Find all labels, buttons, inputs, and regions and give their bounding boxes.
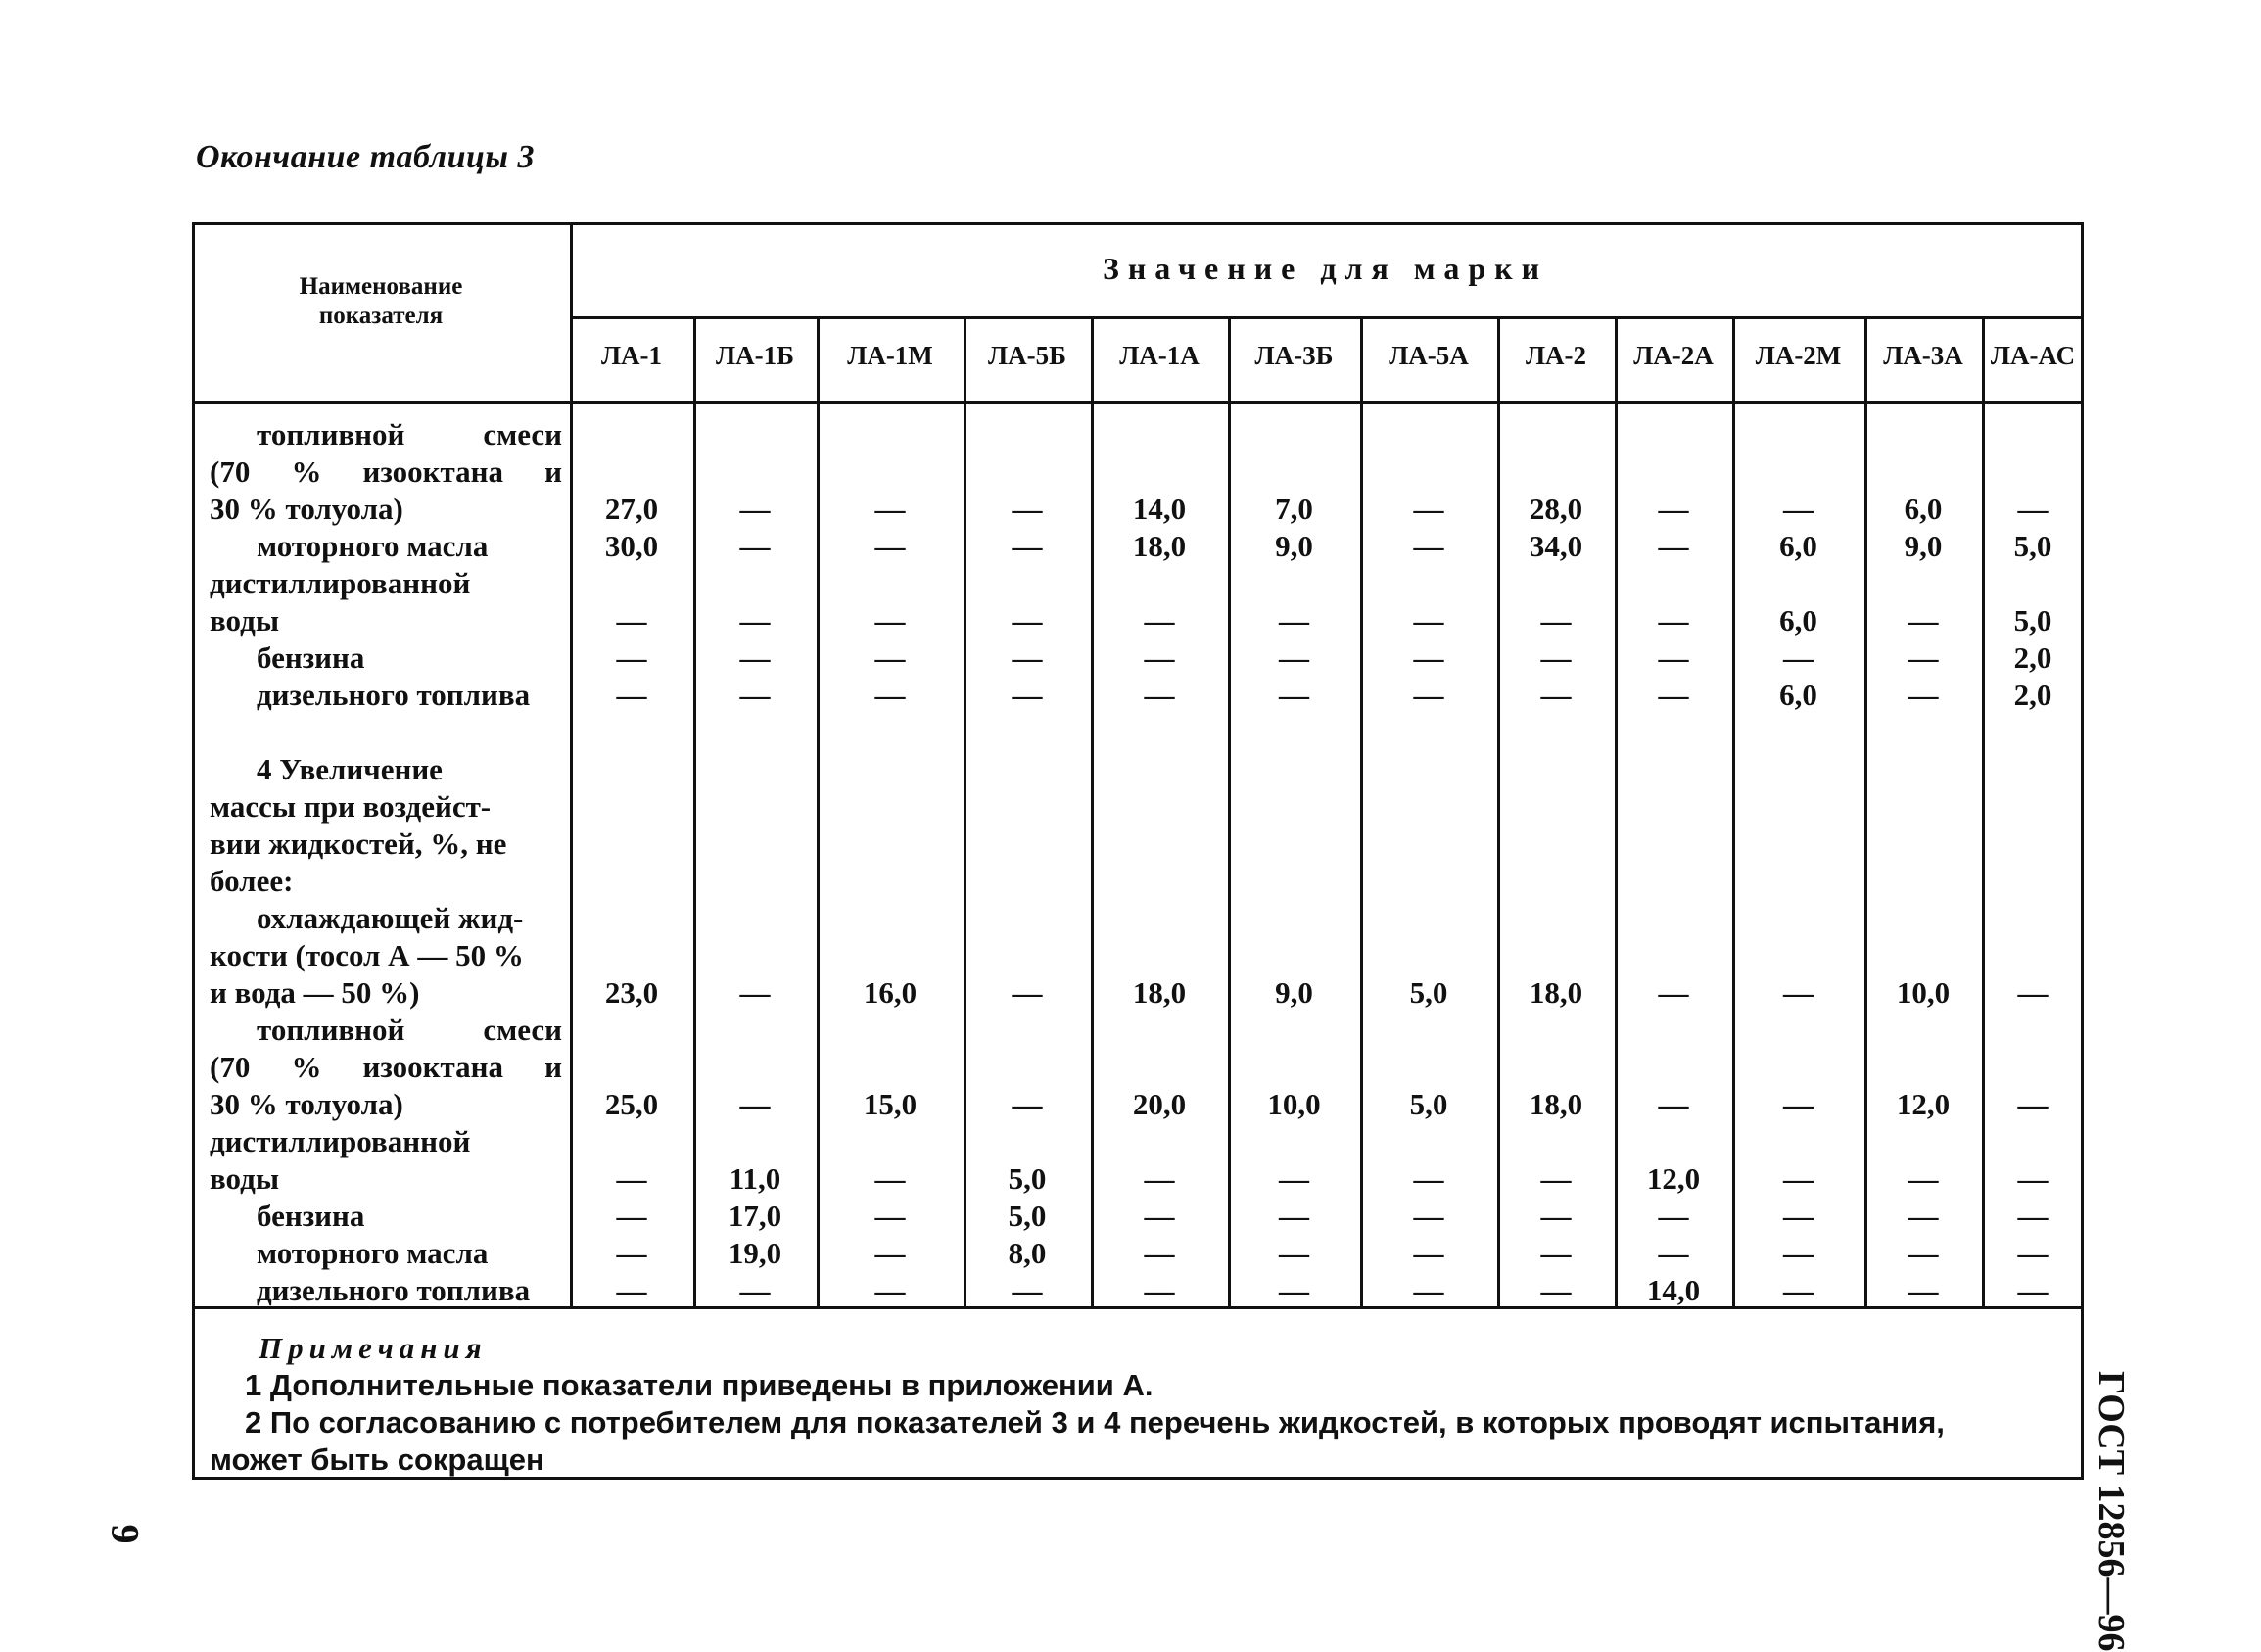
table-cell: — <box>2017 492 2049 526</box>
table-cell: 15,0 <box>863 1087 918 1121</box>
row-label-word: изооктана <box>362 454 504 489</box>
row-label-line: более: <box>210 864 294 898</box>
table-cell: — <box>616 1161 647 1196</box>
column-rule <box>570 222 573 1306</box>
table-cell: — <box>1540 1273 1572 1307</box>
column-header: ЛА-1 <box>600 341 663 370</box>
table-cell: — <box>1413 492 1444 526</box>
row-label-line: воды <box>210 603 280 637</box>
table-cell: 8,0 <box>1008 1236 1047 1270</box>
table-cell: — <box>1144 1236 1175 1270</box>
row-label <box>210 1123 562 1198</box>
row-label-line: кости (тосол А — 50 % <box>210 938 524 972</box>
table-cell: — <box>2017 1087 2049 1121</box>
table-cell: — <box>2017 1273 2049 1307</box>
table-cell: 34,0 <box>1529 529 1583 563</box>
table-cell: 27,0 <box>604 492 659 526</box>
table-cell: — <box>616 640 647 675</box>
table-cell: 10,0 <box>1896 975 1951 1010</box>
table-cell: 12,0 <box>1646 1161 1701 1196</box>
row-label <box>210 1235 562 1272</box>
row-label <box>210 565 562 639</box>
table-cell: — <box>1908 603 1939 637</box>
table-cell: — <box>1908 678 1939 712</box>
table-cell: — <box>1658 1199 1689 1233</box>
column-rule <box>693 316 696 1306</box>
table-cell: — <box>1658 640 1689 675</box>
table-cell: 5,0 <box>1409 975 1448 1010</box>
table-cell: — <box>1279 1161 1309 1196</box>
table-cell: — <box>2017 1236 2049 1270</box>
table-cell: 16,0 <box>863 975 918 1010</box>
table-cell: — <box>1413 603 1444 637</box>
table-cell: — <box>739 640 771 675</box>
row-label-line: дистиллированной <box>210 566 471 600</box>
table-caption: Окончание таблицы 3 <box>196 139 536 175</box>
table-cell: — <box>616 678 647 712</box>
page-number: 9 <box>103 1524 148 1544</box>
row-label-word: и <box>544 454 562 489</box>
column-header: ЛА-АС <box>1990 341 2076 370</box>
row-label <box>210 416 562 528</box>
table-cell: — <box>616 1199 647 1233</box>
column-rule <box>1864 316 1867 1306</box>
table-cell: — <box>1413 1236 1444 1270</box>
table-cell: — <box>1413 529 1444 563</box>
table-cell: — <box>739 975 771 1010</box>
table-cell: — <box>874 678 906 712</box>
row-label-line: дизельного топлива <box>257 678 531 712</box>
table-cell: — <box>1658 1087 1689 1121</box>
row-label-line: моторного масла <box>257 529 489 563</box>
row-label <box>210 1272 562 1309</box>
column-rule <box>1497 316 1500 1306</box>
table-cell: — <box>1012 640 1043 675</box>
row-label <box>210 639 562 677</box>
table-cell: 12,0 <box>1896 1087 1951 1121</box>
table-cell: — <box>1783 1161 1814 1196</box>
table-cell: — <box>2017 975 2049 1010</box>
table-cell: — <box>1540 1199 1572 1233</box>
table-cell: 18,0 <box>1529 975 1583 1010</box>
row-label-line: воды <box>210 1161 280 1196</box>
column-header: ЛА-1Б <box>716 341 794 370</box>
column-header: ЛА-2М <box>1755 341 1842 370</box>
row-label-word: топливной <box>257 417 405 451</box>
table-cell: — <box>1908 1199 1939 1233</box>
table-cell: 6,0 <box>1904 492 1943 526</box>
table-cell: — <box>739 678 771 712</box>
note-1: 1 Дополнительные показатели приведены в приложении А. <box>245 1368 1154 1402</box>
note-2-line2: может быть сокращен <box>210 1442 544 1477</box>
table-cell: — <box>874 1199 906 1233</box>
row-label <box>210 751 562 900</box>
table-cell: — <box>1540 603 1572 637</box>
table-cell: — <box>1144 678 1175 712</box>
table-cell: — <box>1908 1161 1939 1196</box>
table-cell: — <box>1783 1087 1814 1121</box>
table-cell: — <box>1413 678 1444 712</box>
table-cell: — <box>1540 678 1572 712</box>
header-bottom-rule <box>192 401 2084 404</box>
column-header: ЛА-1А <box>1119 341 1200 370</box>
table-cell: 11,0 <box>729 1161 781 1196</box>
table-cell: — <box>2017 1199 2049 1233</box>
table-cell: — <box>1413 1273 1444 1307</box>
column-header: ЛА-3А <box>1883 341 1963 370</box>
row-label-line: и вода — 50 %) <box>210 975 420 1010</box>
row-label-line <box>210 1012 562 1049</box>
header-group-title: Значение для марки <box>1102 251 1549 286</box>
table-cell: — <box>874 640 906 675</box>
table-cell: — <box>1413 1199 1444 1233</box>
table-cell: 18,0 <box>1132 975 1187 1010</box>
column-rule <box>1732 316 1735 1306</box>
note-2-line1: 2 По согласованию с потребителем для показателей 3 и 4 перечень жидкостей, в которых проводят испытания, <box>245 1405 1945 1440</box>
table-cell: 9,0 <box>1275 975 1313 1010</box>
table-cell: — <box>1908 1273 1939 1307</box>
row-label-line: бензина <box>257 640 365 675</box>
table-cell: 30,0 <box>604 529 659 563</box>
table-cell: — <box>1012 1273 1043 1307</box>
table-cell: 5,0 <box>2013 603 2052 637</box>
row-label <box>210 1198 562 1235</box>
table-cell: — <box>1658 1236 1689 1270</box>
table-cell: 5,0 <box>2013 529 2052 563</box>
table-cell: — <box>1658 492 1689 526</box>
table-cell: — <box>874 1236 906 1270</box>
table-cell: — <box>1012 975 1043 1010</box>
row-label-line: 4 Увеличение <box>257 752 443 786</box>
table-cell: — <box>1783 1273 1814 1307</box>
table-cell: — <box>1144 1273 1175 1307</box>
table-cell: — <box>1012 603 1043 637</box>
table-cell: 20,0 <box>1132 1087 1187 1121</box>
column-rule <box>1360 316 1363 1306</box>
table-cell: 23,0 <box>604 975 659 1010</box>
table-cell: — <box>1413 1161 1444 1196</box>
table-cell: — <box>1279 603 1309 637</box>
table-cell: — <box>2017 1161 2049 1196</box>
table-cell: — <box>616 1236 647 1270</box>
table-cell: — <box>1783 975 1814 1010</box>
header-indicator-name <box>195 272 567 331</box>
column-rule <box>964 316 966 1306</box>
row-label-line: 30 % толуола) <box>210 1087 403 1121</box>
column-header: ЛА-3Б <box>1254 341 1334 370</box>
standard-code: ГОСТ 12856—96 <box>2091 1371 2132 1652</box>
table-cell: — <box>1012 492 1043 526</box>
table-cell: — <box>1783 1199 1814 1233</box>
table-cell: — <box>1144 640 1175 675</box>
table-cell: 14,0 <box>1646 1273 1701 1307</box>
table-cell: 5,0 <box>1008 1161 1047 1196</box>
row-label-word: смеси <box>483 417 562 451</box>
row-label-word: и <box>544 1050 562 1084</box>
header-name-line1: Наименование <box>299 273 463 300</box>
table-cell: 18,0 <box>1132 529 1187 563</box>
table-cell: — <box>1540 1161 1572 1196</box>
row-label-line <box>210 416 562 453</box>
notes-title: Примечания <box>259 1331 488 1365</box>
table-cell: 25,0 <box>604 1087 659 1121</box>
table-cell: — <box>1012 1087 1043 1121</box>
table-cell: — <box>874 1273 906 1307</box>
table-cell: — <box>1783 640 1814 675</box>
row-label-word: изооктана <box>362 1050 504 1084</box>
row-label-word: (70 <box>210 454 251 489</box>
table-cell: — <box>1658 678 1689 712</box>
column-header: ЛА-2А <box>1633 341 1714 370</box>
row-label-line: дизельного топлива <box>257 1273 531 1307</box>
table-cell: — <box>739 492 771 526</box>
table-cell: — <box>1279 1199 1309 1233</box>
row-label-line: 30 % толуола) <box>210 492 403 526</box>
table-cell: — <box>1144 1161 1175 1196</box>
table-cell: — <box>1279 1273 1309 1307</box>
row-label-line <box>210 453 562 491</box>
table-cell: 14,0 <box>1132 492 1187 526</box>
table-cell: — <box>616 1273 647 1307</box>
row-label <box>210 1012 562 1123</box>
table-cell: 2,0 <box>2013 678 2052 712</box>
column-rule <box>1982 316 1985 1306</box>
table-cell: — <box>1783 492 1814 526</box>
row-label-word: смеси <box>483 1013 562 1047</box>
row-label-line: бензина <box>257 1199 365 1233</box>
column-header: ЛА-1М <box>847 341 933 370</box>
table-cell: — <box>874 492 906 526</box>
table-cell: — <box>739 529 771 563</box>
column-rule <box>1228 316 1231 1306</box>
table-cell: — <box>874 529 906 563</box>
row-label-word: топливной <box>257 1013 405 1047</box>
notes-block <box>210 1330 2070 1479</box>
row-label-line: моторного масла <box>257 1236 489 1270</box>
table-cell: — <box>1540 640 1572 675</box>
table-cell: — <box>1540 1236 1572 1270</box>
table-cell: — <box>616 603 647 637</box>
table-cell: — <box>739 1273 771 1307</box>
row-label-line: охлаждающей жид- <box>257 901 524 935</box>
column-header: ЛА-5А <box>1389 341 1469 370</box>
table-cell: 6,0 <box>1779 529 1817 563</box>
table-cell: 9,0 <box>1275 529 1313 563</box>
table-cell: 6,0 <box>1779 678 1817 712</box>
column-rule <box>1615 316 1618 1306</box>
header-name-line2: показателя <box>318 303 444 329</box>
table-cell: — <box>1279 678 1309 712</box>
row-label-line: вии жидкостей, %, не <box>210 826 507 861</box>
table-cell: 7,0 <box>1275 492 1313 526</box>
row-label-line: дистиллированной <box>210 1124 471 1158</box>
table-cell: — <box>874 1161 906 1196</box>
table-cell: — <box>874 603 906 637</box>
table-cell: — <box>1144 1199 1175 1233</box>
column-rule <box>1091 316 1094 1306</box>
table-cell: 28,0 <box>1529 492 1583 526</box>
table-cell: 5,0 <box>1409 1087 1448 1121</box>
column-header: ЛА-2 <box>1525 341 1587 370</box>
table-cell: — <box>1783 1236 1814 1270</box>
table-cell: — <box>1012 678 1043 712</box>
table-cell: 19,0 <box>728 1236 782 1270</box>
table-cell: 2,0 <box>2013 640 2052 675</box>
table-cell: — <box>739 1087 771 1121</box>
row-label-word: (70 <box>210 1050 251 1084</box>
group-header-rule <box>570 316 2084 319</box>
table-cell: — <box>1658 603 1689 637</box>
table-cell: — <box>1908 1236 1939 1270</box>
row-label-word: % <box>291 454 322 489</box>
row-label-word: % <box>291 1050 322 1084</box>
column-header: ЛА-5Б <box>988 341 1066 370</box>
table-cell: — <box>739 603 771 637</box>
table-cell: 9,0 <box>1904 529 1943 563</box>
table-cell: — <box>1012 529 1043 563</box>
row-label-line <box>210 1049 562 1086</box>
table-cell: — <box>1658 975 1689 1010</box>
column-rule <box>817 316 820 1306</box>
table-cell: 18,0 <box>1529 1087 1583 1121</box>
row-label <box>210 528 562 565</box>
table-cell: — <box>1144 603 1175 637</box>
table-cell: 10,0 <box>1267 1087 1321 1121</box>
table-cell: 5,0 <box>1008 1199 1047 1233</box>
row-label <box>210 677 562 714</box>
table-cell: 6,0 <box>1779 603 1817 637</box>
table-cell: — <box>1279 640 1309 675</box>
table-cell: — <box>1413 640 1444 675</box>
table-cell: — <box>1908 640 1939 675</box>
table-cell: — <box>1658 529 1689 563</box>
row-label <box>210 900 562 1012</box>
row-label-line: массы при воздейст- <box>210 789 492 824</box>
table-cell: — <box>1279 1236 1309 1270</box>
table-cell: 17,0 <box>728 1199 782 1233</box>
